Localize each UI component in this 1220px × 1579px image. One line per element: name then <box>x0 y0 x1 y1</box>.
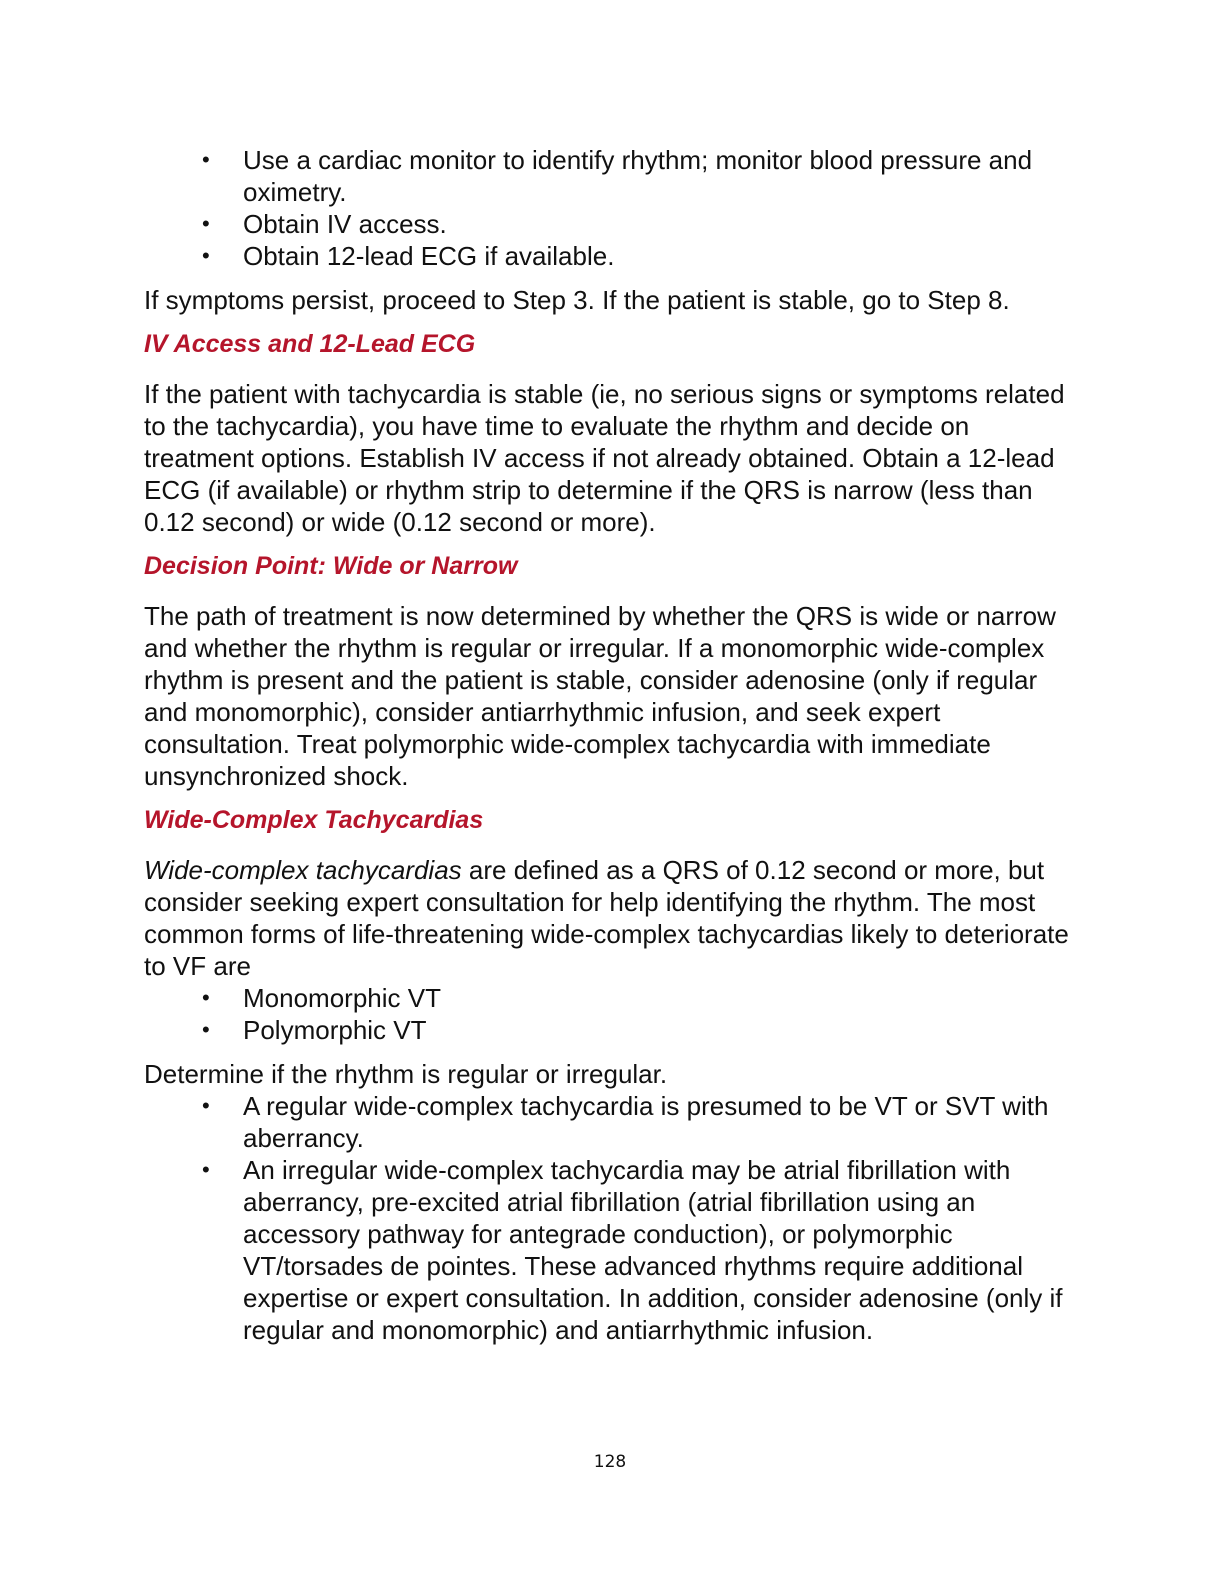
section-heading-decision-point: Decision Point: Wide or Narrow <box>144 552 518 580</box>
bullet-icon: • <box>202 1157 210 1182</box>
list-item: • A regular wide-complex tachycardia is presumed to be VT or SVT with aberrancy. <box>202 1091 1049 1153</box>
section-heading-wide-complex: Wide-Complex Tachycardias <box>144 806 484 834</box>
list-item: • Use a cardiac monitor to identify rhythm; monitor blood pressure and oximetry. <box>202 145 1033 207</box>
page-number: 128 <box>593 1452 627 1472</box>
defined-term: Wide-complex tachycardias <box>144 855 462 885</box>
list-item: • Obtain IV access. <box>202 209 447 239</box>
intro-followup-paragraph: If symptoms persist, proceed to Step 3. If the patient is stable, go to Step 8. <box>144 285 1010 315</box>
regularity-intro: Determine if the rhythm is regular or irregular. <box>144 1059 668 1089</box>
section-heading-iv-access: IV Access and 12-Lead ECG <box>144 330 476 358</box>
bullet-icon: • <box>202 243 210 268</box>
bullet-icon: • <box>202 211 210 236</box>
bullet-icon: • <box>202 147 210 172</box>
vt-forms-list <box>144 982 1074 1046</box>
list-item: • Monomorphic VT <box>202 983 441 1013</box>
bullet-icon: • <box>202 1093 210 1118</box>
intro-bullet-list <box>144 144 1074 272</box>
page-content <box>144 144 1074 1346</box>
wide-complex-paragraph: Wide-complex tachycardias are defined as a QRS of 0.12 second or more, but consider seeking expert consultation for help identifying the rhythm. The most common forms of life-threatening wide-complex tachycardias likely to deteriorate to VF are <box>144 855 1069 981</box>
list-item: • Obtain 12-lead ECG if available. <box>202 241 615 271</box>
decision-point-paragraph: The path of treatment is now determined by whether the QRS is wide or narrow and whether the rhythm is regular or irregular. If a monomorphic wide-complex rhythm is present and the patient is stable, consider adenosine (only if regular and monomorphic), consider antiarrhythmic infusion, and seek expert consultation. Treat polymorphic wide-complex tachycardia with immediate unsynchronized shock. <box>144 601 1056 791</box>
list-item: • Polymorphic VT <box>202 1015 427 1045</box>
list-item: • An irregular wide-complex tachycardia may be atrial fibrillation with aberrancy, pre-excited atrial fibrillation (atrial fibrillation using an accessory pathway for antegrade conduction), or polymorphic VT/torsades de pointes. These advanced rhythms require additional expertise or expert consultation. In addition, consider adenosine (only if regular and monomorphic) and antiarrhythmic infusion. <box>202 1155 1063 1345</box>
bullet-icon: • <box>202 985 210 1010</box>
regularity-list <box>144 1090 1074 1346</box>
iv-access-paragraph: If the patient with tachycardia is stable (ie, no serious signs or symptoms related to the tachycardia), you have time to evaluate the rhythm and decide on treatment options. Establish IV access if not already obtained. Obtain a 12-lead ECG (if available) or rhythm strip to determine if the QRS is narrow (less than 0.12 second) or wide (0.12 second or more). <box>144 379 1065 537</box>
bullet-icon: • <box>202 1017 210 1042</box>
